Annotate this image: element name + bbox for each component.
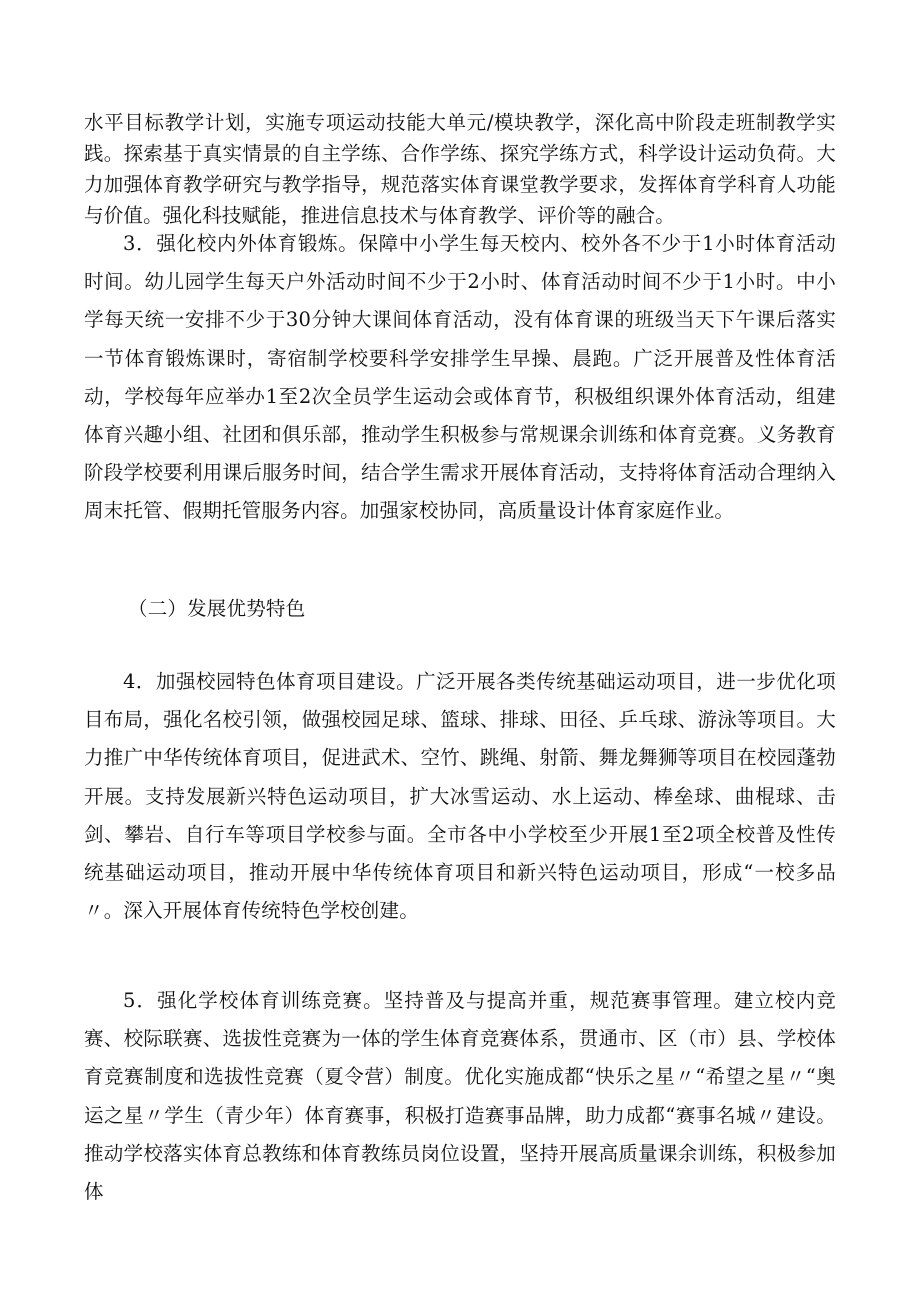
paragraph-item-3: 3．强化校内外体育锻炼。保障中小学生每天校内、校外各不少于1小时体育活动时间。幼儿园学生每天户外活动时间不少于2小时、体育活动时间不少于1小时。中小学每天统一安排不少于30分钟大课间体育活动，没有体育课的班级当天下午课后落实一节体育锻炼课时，寄宿制学校要科学安排学生早操、晨跑。广泛开展普及性体育活动，学校每年应举办1至2次全员学生运动会或体育节，积极组织课外体育活动，组建体育兴趣小组、社团和俱乐部，推动学生积极参与常规课余训练和体育竞赛。义务教育阶段学校要利用课后服务时间，结合学生需求开展体育活动，支持将体育活动合理纳入周末托管、假期托管服务内容。加强家校协同，高质量设计体育家庭作业。: [84, 232, 836, 523]
paragraph-item-5: 5．强化学校体育训练竞赛。坚持普及与提高并重，规范赛事管理。建立校内竞赛、校际联赛、选拔性竞赛为一体的学生体育竞赛体系，贯通市、区（市）县、学校体育竞赛制度和选拔性竞赛（夏令营）制度。优化实施成都“快乐之星〃“希望之星〃“奥运之星〃学生（青少年）体育赛事，积极打造赛事品牌，助力成都“赛事名城〃建设。推动学校落实体育总教练和体育教练员岗位设置，坚持开展高质量课余训练，积极参加体: [84, 989, 836, 1204]
paragraph-item-4: 4．加强校园特色体育项目建设。广泛开展各类传统基础运动项目，进一步优化项目布局，强化名校引领，做强校园足球、篮球、排球、田径、乒乓球、游泳等项目。大力推广中华传统体育项目，促进武术、空竹、跳绳、射箭、舞龙舞狮等项目在校园蓬勃开展。支持发展新兴特色运动项目，扩大冰雪运动、水上运动、棒垒球、曲棍球、击剑、攀岩、自行车等项目学校参与面。全市各中小学校至少开展1至2项全校普及性传统基础运动项目，推动开展中华传统体育项目和新兴特色运动项目，形成“一校多品〃。深入开展体育传统特色学校创建。: [84, 670, 836, 923]
paragraph-continuation: 水平目标教学计划，实施专项运动技能大单元/模块教学，深化高中阶段走班制教学实践。探索基于真实情景的自主学练、合作学练、探究学练方式，科学设计运动负荷。大力加强体育教学研究与教学指导，规范落实体育课堂教学要求，发挥体育学科育人功能与价值。强化科技赋能，推进信息技术与体育教学、评价等的融合。: [84, 111, 836, 227]
section-heading: （二）发展优势特色: [128, 597, 306, 620]
